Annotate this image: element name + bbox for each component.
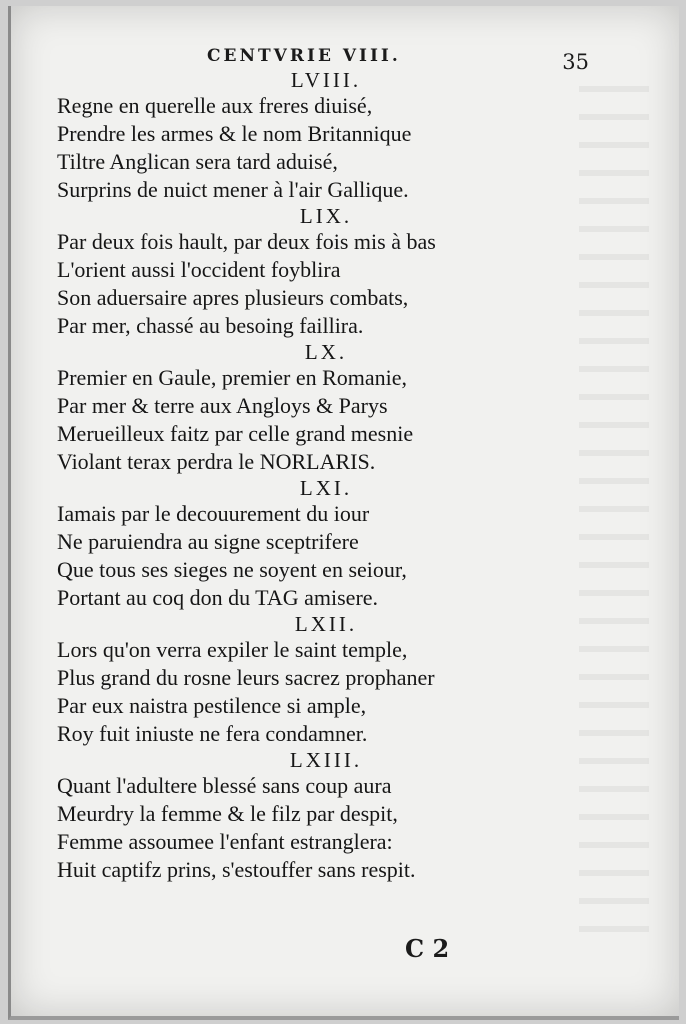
verse-line: Par deux fois hault, par deux fois mis à bas xyxy=(57,229,436,254)
verse-line: Quant l'adultere blessé sans coup aura xyxy=(57,773,392,798)
verse-line: Merueilleux faitz par celle grand mesnie xyxy=(57,421,414,446)
show-through xyxy=(579,86,649,936)
verse-line: Portant au coq don du TAG amisere. xyxy=(57,585,379,610)
verse-line: Prendre les armes & le nom Britannique xyxy=(57,121,412,146)
verse-line: Par mer, chassé au besoing faillira. xyxy=(57,313,364,338)
quatrain xyxy=(57,748,577,884)
book-page xyxy=(8,6,679,1020)
verse-line: Femme assoumee l'enfant estranglera: xyxy=(57,829,393,854)
quatrain xyxy=(57,68,577,204)
quatrain-number: LX. xyxy=(304,340,348,364)
verse-line: Regne en querelle aux freres diuisé, xyxy=(57,93,373,118)
quatrain xyxy=(57,204,577,340)
verse-line: Lors qu'on verra expiler le saint temple, xyxy=(57,637,408,662)
verse-line: Plus grand du rosne leurs sacrez prophaner xyxy=(57,665,435,690)
verse-line: L'orient aussi l'occident foyblira xyxy=(57,257,341,282)
verse-line: Meurdry la femme & le filz par despit, xyxy=(57,801,398,826)
quatrain xyxy=(57,340,577,476)
quatrain-number: LVIII. xyxy=(290,68,362,92)
quatrain-number: LXI. xyxy=(299,476,353,500)
verse-line: Son aduersaire apres plusieurs combats, xyxy=(57,285,409,310)
verse-line: Ne paruiendra au signe sceptrifere xyxy=(57,529,359,554)
signature-mark: C 2 xyxy=(405,934,450,963)
verse-line: Que tous ses sieges ne soyent en seiour, xyxy=(57,557,407,582)
verse-line: Tiltre Anglican sera tard aduisé, xyxy=(57,149,338,174)
page-number: 35 xyxy=(562,50,589,74)
running-header: CENTVRIE VIII. xyxy=(207,46,401,66)
quatrain xyxy=(57,476,577,612)
verse-line: Surprins de nuict mener à l'air Gallique. xyxy=(57,177,409,202)
quatrain-number: LIX. xyxy=(299,204,353,228)
quatrain xyxy=(57,612,577,748)
quatrain-number: LXIII. xyxy=(289,748,363,772)
verse-line: Premier en Gaule, premier en Romanie, xyxy=(57,365,408,390)
quatrain-number: LXII. xyxy=(294,612,358,636)
verse-line: Huit captifz prins, s'estouffer sans respit. xyxy=(57,857,416,882)
verse-line: Iamais par le decouurement du iour xyxy=(57,501,370,526)
poem-text xyxy=(57,68,577,884)
verse-line: Roy fuit iniuste ne fera condamner. xyxy=(57,721,368,746)
verse-line: Par eux naistra pestilence si ample, xyxy=(57,693,367,718)
verse-line: Violant terax perdra le NORLARIS. xyxy=(57,449,376,474)
verse-line: Par mer & terre aux Angloys & Parys xyxy=(57,393,388,418)
